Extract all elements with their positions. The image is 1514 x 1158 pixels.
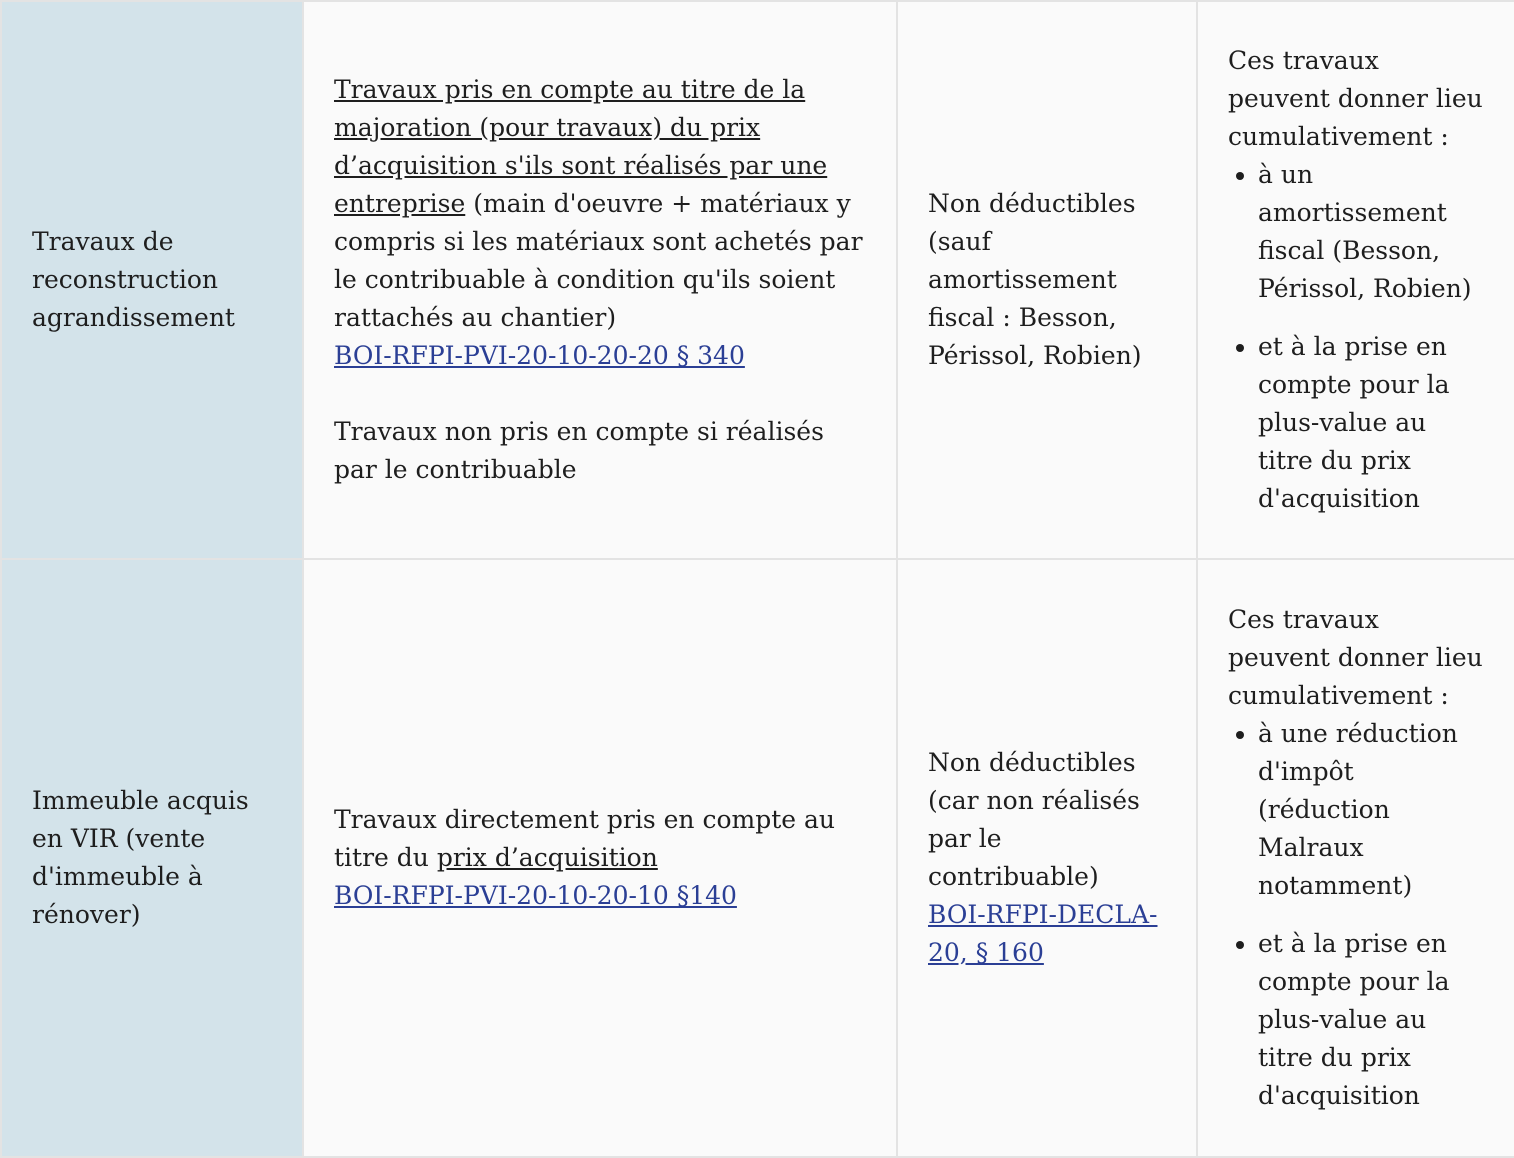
boi-reference-link[interactable]: BOI-RFPI-PVI-20-10-20-10 §140 [334,881,737,910]
body-text: (main d'oeuvre + matériaux y compris si les matériaux sont achetés par le contribuable à condition qu'ils soient rattachés au chantier) [334,189,863,332]
acquisition-price-text [334,801,866,915]
list-item: • à une réduction d'impôt (réduction Malraux notamment) [1258,715,1484,905]
cumulative-intro: Ces travaux peuvent donner lieu cumulativement : [1228,605,1483,710]
acquisition-price-cell [303,559,897,1157]
row-header-label: Travaux de reconstruction agrandissement [32,227,235,332]
bullet-list [1228,156,1484,518]
body-text: Travaux directement pris en compte au titre du [334,805,836,872]
list-item: • à un amortissement fiscal (Besson, Périssol, Robien) [1258,156,1484,308]
boi-reference-link[interactable]: BOI-RFPI-DECLA-20, § 160 [928,900,1158,967]
table-row [1,1,1514,559]
list-item: • et à la prise en compte pour la plus-value au titre du prix d'acquisition [1258,925,1484,1115]
table-row [1,559,1514,1157]
row-header-label: Immeuble acquis en VIR (vente d'immeuble à rénover) [32,786,249,929]
note-text: Travaux non pris en compte si réalisés par le contribuable [334,417,824,484]
boi-reference-link[interactable]: BOI-RFPI-PVI-20-10-20-20 § 340 [334,341,745,370]
deductibility-text: Non déductibles (car non réalisés par le contribuable) [928,748,1140,891]
acquisition-price-cell [303,1,897,559]
bullet-list [1228,715,1484,1115]
underlined-text: prix d’acquisition [436,843,658,872]
cumulative-effects-cell [1197,1,1514,559]
cumulative-effects-cell [1197,559,1514,1157]
cumulative-intro: Ces travaux peuvent donner lieu cumulativement : [1228,46,1483,151]
list-item: • et à la prise en compte pour la plus-value au titre du prix d'acquisition [1258,328,1484,518]
deductibility-cell [897,1,1197,559]
deductibility-cell [897,559,1197,1157]
row-header-vir [1,559,303,1157]
acquisition-price-text [334,71,866,375]
row-header-reconstruction [1,1,303,559]
underlined-text: Travaux pris en compte au titre de la majoration (pour travaux) du prix d’acquisition s'ils sont réalisés par une entreprise [334,75,828,218]
deductibility-text: Non déductibles (sauf amortissement fiscal : Besson, Périssol, Robien) [928,189,1142,370]
